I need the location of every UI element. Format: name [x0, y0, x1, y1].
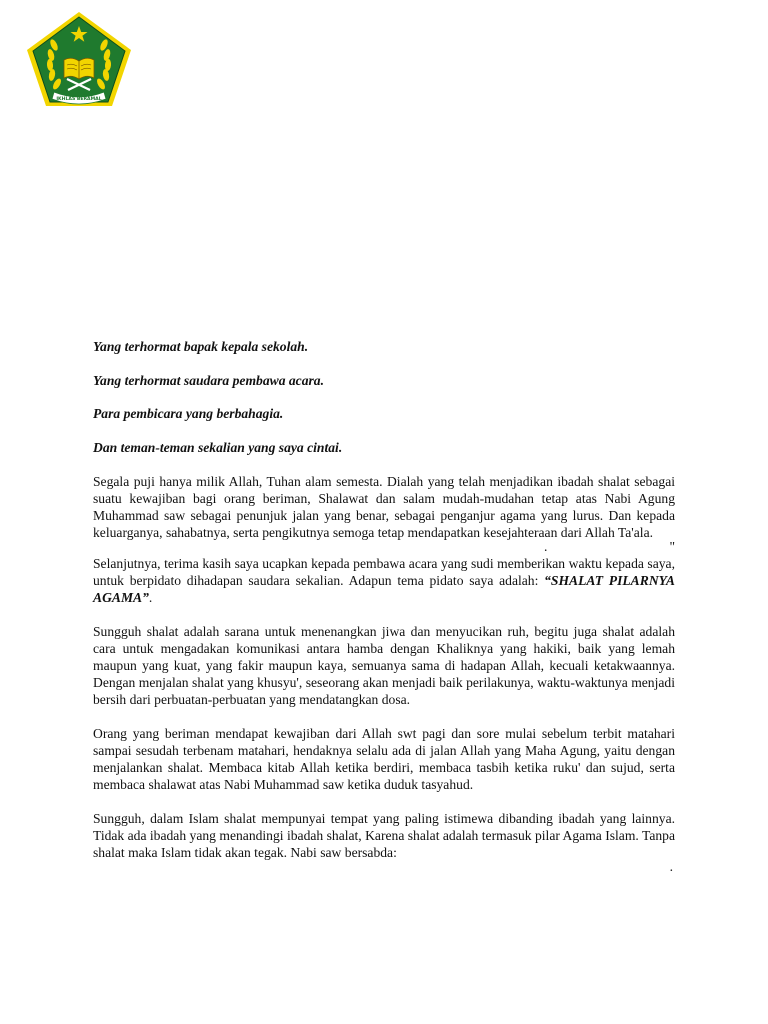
paragraph-thanks-end: . — [148, 589, 153, 605]
paragraph-opening-praise: Segala puji hanya milik Allah, Tuhan alam semesta. Dialah yang telah menjadikan ibadah shalat sebagai suatu kewajiban bagi orang beriman, Shalawat dan salam mudah-mudahan tetap atas Nabi Agung Muhammad saw sebagai penunjuk jalan yang benar, sebagai penganjur agama yang lurus. Dan kepada keluarganya, sahabatnya, serta pengikutnya semoga tetap mendapatkan kesejahteraan dari Allah Ta'ala. — [93, 473, 675, 540]
end-marker — [93, 858, 675, 875]
salutation-principal: Yang terhormat bapak kepala sekolah. — [93, 339, 309, 354]
salutation-speakers: Para pembicara yang berbahagia. — [93, 406, 284, 421]
salutation-friends: Dan teman-teman sekalian yang saya cintai. — [93, 439, 343, 455]
paragraph-shalat-pillar: Sungguh, dalam Islam shalat mempunyai tempat yang paling istimewa dibanding ibadah yang lainnya. Tidak ada ibadah yang menandingi ibadah shalat, Karena shalat adalah termasuk pilar Agama Islam. Tanpa shalat maka Islam tidak akan tegak. Nabi saw bersabda: — [93, 810, 675, 860]
marker-dot: . — [544, 538, 548, 554]
speech-theme: “SHALAT PILARNYA AGAMA” — [93, 572, 675, 605]
salutation-mc: Yang terhormat saudara pembawa acara. — [93, 372, 325, 388]
marker-quote: " — [669, 538, 675, 554]
paragraph-thanks-text: Selanjutnya, terima kasih saya ucapkan kepada pembawa acara yang sudi memberikan waktu kepada saya, untuk berpidato dihadapan saudara sekalian. Adapun tema pidato saya adalah: — [93, 555, 675, 588]
ministry-logo — [24, 10, 134, 108]
open-book-icon — [64, 58, 94, 79]
speech-body — [93, 338, 675, 875]
marker-line — [93, 538, 675, 558]
end-dot: . — [669, 858, 673, 874]
paragraph-believers-duty: Orang yang beriman mendapat kewajiban dari Allah swt pagi dan sore mulai sebelum terbit matahari sampai sesudah terbenam matahari, hendaknya selalu ada di jalan Allah yang Maha Agung, yaitu dengan menjalankan shalat. Membaca kitab Allah ketika berdiri, membaca tasbih ketika ruku' dan sujud, serta membaca shalawat atas Nabi Muhammad saw ketika duduk tasyahud. — [93, 725, 675, 792]
paragraph-shalat-calm: Sungguh shalat adalah sarana untuk menenangkan jiwa dan menyucikan ruh, begitu juga shalat adalah cara untuk mengadakan komunikasi antara hamba dengan Khaliknya yang hakiki, baik yang lemah maupun yang kuat, yang fakir maupun kaya, semuanya sama di hadapan Allah, kecuali ketakwaannya. Dengan menjalan shalat yang khusyu', seseorang akan menjadi baik perilakunya, waktu-waktunya menjadi bersih dari perbuatan-perbuatan yang mendatangkan dosa. — [93, 623, 675, 707]
paragraph-thanks — [93, 555, 675, 606]
logo-banner-text: IKHLAS BERAMAL — [56, 97, 102, 102]
